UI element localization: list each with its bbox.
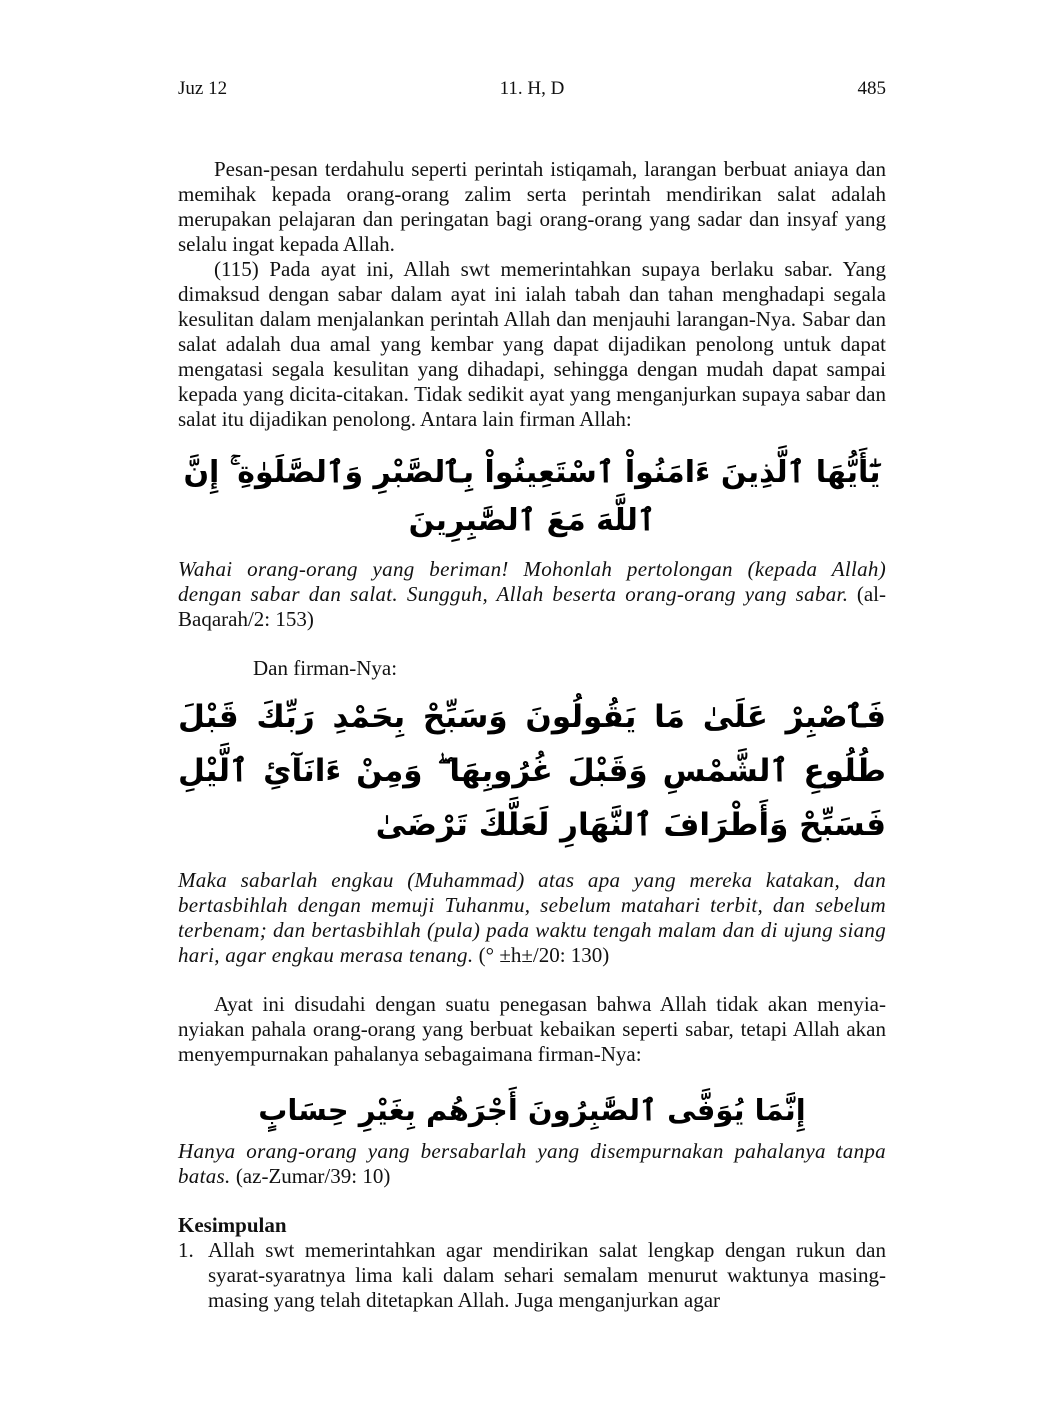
paragraph-conclusion-intro: Ayat ini disudahi dengan suatu penegasan bahwa Allah tidak akan menyia-nyiakan pahala orang-orang yang berbuat kebaikan seperti sabar, tetapi Allah akan menyempurnakan pahalanya sebagaimana firman-Nya: — [178, 992, 886, 1066]
list-item-number: 1. — [178, 1238, 194, 1262]
page-body — [178, 157, 886, 1313]
translation-text: Maka sabarlah engkau (Muhammad) atas apa yang mereka katakan, dan bertasbihlah dengan memuji Tuhanmu, sebelum matahari terbit, dan sebelum terbenam; dan bertasbihlah (pula) pada waktu tengah malam dan di ujung siang hari, agar engkau merasa tenang. — [178, 868, 886, 967]
verse-reference: (al-Baqarah/2: 153) — [178, 582, 886, 631]
translation-taha — [178, 868, 886, 968]
list-item-text: Allah swt memerintahkan agar mendirikan salat lengkap dengan rukun dan syarat-syaratnya lima kali dalam sehari semalam menurut waktunya masing-masing yang telah ditetapkan Allah. Juga menganjurkan agar — [208, 1238, 886, 1312]
paragraph-intro: Pesan-pesan terdahulu seperti perintah istiqamah, larangan berbuat aniaya dan memihak kepada orang-orang zalim serta perintah mendirikan salat adalah merupakan pelajaran dan peringatan bagi orang-orang yang sadar dan insyaf yang selalu ingat kepada Allah. — [178, 157, 886, 256]
arabic-verse-baqarah: يَٰٓأَيُّهَا ٱلَّذِينَ ءَامَنُواْ ٱسْتَعِينُواْ بِٱلصَّبْرِ وَٱلصَّلَوٰةِ ۚ إِنَّ ٱللَّهَ مَعَ ٱلصَّٰبِرِينَ — [183, 455, 881, 538]
translation-baqarah — [178, 557, 886, 632]
verse-intro: Dan firman-Nya: — [253, 656, 398, 680]
verse-reference: (° ±h±/20: 130) — [473, 943, 610, 967]
translation-text: Wahai orang-orang yang beriman! Mohonlah pertolongan (kepada Allah) dengan sabar dan salat. Sungguh, Allah beserta orang-orang yang sabar. — [178, 557, 886, 606]
arabic-verse-zumar: إِنَّمَا يُوَفَّى ٱلصَّٰبِرُونَ أَجْرَهُم بِغَيْرِ حِسَابٍ — [258, 1093, 806, 1127]
conclusion-list — [178, 1238, 886, 1313]
juz-label: Juz 12 — [178, 78, 228, 99]
paragraph-verse-115: (115) Pada ayat ini, Allah swt memerintahkan supaya berlaku sabar. Yang dimaksud dengan sabar dalam ayat ini ialah tabah dan tahan menghadapi segala kesulitan dalam menjalankan perintah Allah dan menjauhi larangan-Nya. Sabar dan salat adalah dua amal yang kembar yang dapat dijadikan penolong untuk dapat mengatasi segala kesulitan yang dihadapi, sehingga dengan mudah dapat sampai kepada yang dicita-citakan. Tidak sedikit ayat yang menganjurkan supaya sabar dan salat itu dijadikan penolong. Antara lain firman Allah: — [178, 257, 886, 431]
verse-reference: (az-Zumar/39: 10) — [230, 1164, 391, 1188]
page-header — [178, 76, 886, 102]
translation-text: Hanya orang-orang yang bersabarlah yang disempurnakan pahalanya tanpa batas. — [178, 1139, 886, 1188]
translation-zumar — [178, 1139, 886, 1189]
page-number: 485 — [857, 78, 886, 99]
surah-title: 11. H, D — [499, 78, 565, 99]
list-item — [178, 1238, 886, 1313]
arabic-verse-taha: فَٱصْبِرْ عَلَىٰ مَا يَقُولُونَ وَسَبِّحْ بِحَمْدِ رَبِّكَ قَبْلَ طُلُوعِ ٱلشَّمْسِ وَقَبْلَ غُرُوبِهَا ۖ وَمِنْ ءَانَآئِ ٱلَّيْلِ فَسَبِّحْ وَأَطْرَافَ ٱلنَّهَارِ لَعَلَّكَ تَرْضَىٰ — [178, 699, 886, 843]
section-heading: Kesimpulan — [178, 1213, 287, 1237]
